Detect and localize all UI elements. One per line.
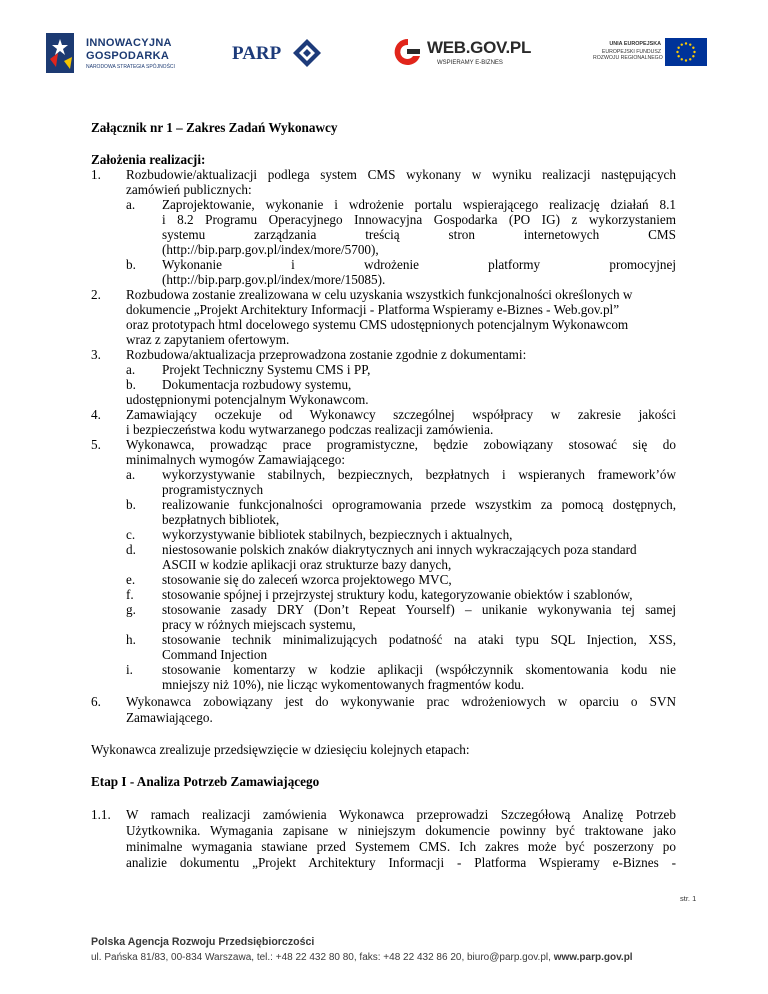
text-line: 4. bbox=[91, 407, 101, 422]
text-line: f. bbox=[126, 587, 134, 602]
text-line: minimalnych wymogów Zamawiającego: bbox=[126, 452, 345, 467]
text-line: b. bbox=[126, 377, 136, 392]
text-line: h. bbox=[126, 632, 136, 647]
webgov-subtitle: WSPIERAMY E-BIZNES bbox=[437, 60, 503, 66]
eu-fund-line: EUROPEJSKI FUNDUSZ bbox=[601, 49, 661, 55]
text-line: analizie dokumentu „Projekt Architektury Informacji - Platforma Wspieramy e-Biznes - bbox=[126, 855, 676, 870]
text-line: i 8.2 Programu Operacyjnego Innowacyjna Gospodarka (PO IG) z wykorzystaniem bbox=[162, 212, 676, 227]
text-line: niestosowanie polskich znaków diakrytycznych ani innych wykraczających poza standard bbox=[162, 542, 637, 557]
ig-star-logo-icon bbox=[46, 33, 74, 73]
text-line: c. bbox=[126, 527, 136, 542]
text-line: Wykonawca, prowadząc prace programistyczne, będzie zobowiązany stosować się do bbox=[126, 437, 676, 452]
text-line: b. bbox=[126, 497, 136, 512]
webgov-title: WEB.GOV.PL bbox=[427, 38, 532, 57]
eu-logo bbox=[593, 38, 718, 74]
text-line: stosowanie zasady DRY (Don’t Repeat Yourself) – unikanie wykonywania tej samej bbox=[162, 602, 676, 617]
footer-contact bbox=[91, 952, 633, 963]
text-line: Zamawiającego. bbox=[126, 710, 213, 725]
ig-subtitle: NARODOWA STRATEGIA SPÓJNOŚCI bbox=[86, 64, 175, 70]
header-logos bbox=[0, 28, 768, 88]
text-line: programistycznych bbox=[162, 482, 264, 497]
text-line: wykorzystywanie bibliotek stabilnych, bezpiecznych i aktualnych, bbox=[162, 527, 513, 542]
text-line: systemu zarządzania treścią stron internetowych CMS bbox=[162, 227, 676, 242]
text-line: Dokumentacja rozbudowy systemu, bbox=[162, 377, 352, 392]
text-line: Projekt Techniczny Systemu CMS i PP, bbox=[162, 362, 371, 377]
text-line: pracy w różnych miejscach systemu, bbox=[162, 617, 356, 632]
text-line: Rozbudowie/aktualizacji podlega system CMS wykonany w wyniku realizacji następujących bbox=[126, 167, 676, 182]
text-line: 3. bbox=[91, 347, 101, 362]
text-line: wraz z zapytaniem ofertowym. bbox=[126, 332, 290, 347]
eu-flag-icon bbox=[665, 38, 707, 66]
parp-text: PARP bbox=[232, 43, 282, 64]
eu-fund-line2: ROZWOJU REGIONALNEGO bbox=[593, 55, 663, 61]
text-line: realizowanie funkcjonalności oprogramowania przede wszystkim za pomocą dostępnych, bbox=[162, 497, 676, 512]
text-line: Wykonanie i wdrożenie platformy promocyjnej bbox=[162, 257, 676, 272]
text-line: 5. bbox=[91, 437, 101, 452]
text-line: stosowanie się do zaleceń wzorca projektowego MVC, bbox=[162, 572, 452, 587]
text-line: zamówień publicznych: bbox=[126, 182, 252, 197]
text-line: bezpłatnych bibliotek, bbox=[162, 512, 280, 527]
text-line: (http://bip.parp.gov.pl/index/more/5700), bbox=[162, 242, 379, 257]
text-line: ASCII w kodzie aplikacji oraz strukturze bazy danych, bbox=[162, 557, 452, 572]
text-line: oraz prototypach html docelowego systemu CMS udostępnionych potencjalnym Wykonawcom bbox=[126, 317, 629, 332]
text-line: e. bbox=[126, 572, 136, 587]
text-line: b. bbox=[126, 257, 136, 272]
text-line: Zamawiający oczekuje od Wykonawcy szczególnej współpracy w zakresie jakości bbox=[126, 407, 676, 422]
webgov-mark-icon bbox=[393, 36, 423, 68]
text-line: minimalne wymagania stawiane przed Systemem CMS. Ich zakres może być poszerzony po bbox=[126, 839, 676, 854]
text-line: 1.1. bbox=[91, 807, 111, 822]
text-line: dokumencie „Projekt Architektury Informacji - Platforma Wspieramy e-Biznes - Web.gov.pl” bbox=[126, 302, 620, 317]
text-line: Zaprojektowanie, wykonanie i wdrożenie portalu wspierającego realizację działań 8.1 bbox=[162, 197, 676, 212]
text-line: 2. bbox=[91, 287, 101, 302]
text-line: Rozbudowa zostanie zrealizowana w celu uzyskania wszystkich funkcjonalności określonych w bbox=[126, 287, 633, 302]
footer-organization: Polska Agencja Rozwoju Przedsiębiorczości bbox=[91, 936, 315, 948]
text-line: 1. bbox=[91, 167, 101, 182]
webgov-logo bbox=[393, 36, 563, 78]
text-line: stosowanie spójnej i przejrzystej struktury kodu, kategoryzowanie obiektów i szablonów, bbox=[162, 587, 633, 602]
text-line: Założenia realizacji: bbox=[91, 152, 206, 167]
text-line: Wykonawca zrealizuje przedsięwzięcie w dziesięciu kolejnych etapach: bbox=[91, 742, 470, 757]
text-line: udostępnionymi potencjalnym Wykonawcom. bbox=[126, 392, 369, 407]
text-line: Wykonawca zobowiązany jest do wykonywanie prac wdrożeniowych w oparciu o SVN bbox=[126, 694, 676, 709]
text-line: Etap I - Analiza Potrzeb Zamawiającego bbox=[91, 774, 320, 789]
text-line: W ramach realizacji zamówienia Wykonawca przeprowadzi Szczegółową Analizę Potrzeb bbox=[126, 807, 676, 822]
text-line: g. bbox=[126, 602, 136, 617]
text-line: a. bbox=[126, 467, 136, 482]
text-line: stosowanie komentarzy w kodzie aplikacji (współczynnik skomentowania kodu nie bbox=[162, 662, 676, 677]
text-line: i bezpieczeństwa kodu wytwarzanego podczas realizacji zamówienia. bbox=[126, 422, 494, 437]
ig-title-line2: GOSPODARKA bbox=[86, 50, 170, 62]
text-line: a. bbox=[126, 362, 136, 377]
ig-title-line1: INNOWACYJNA bbox=[86, 37, 172, 49]
text-line: i. bbox=[126, 662, 133, 677]
text-line: stosowanie technik minimalizujących podatność na ataki typu SQL Injection, XSS, bbox=[162, 632, 676, 647]
text-line: 6. bbox=[91, 694, 101, 709]
text-line: (http://bip.parp.gov.pl/index/more/15085). bbox=[162, 272, 386, 287]
footer-website-link[interactable]: www.parp.gov.pl bbox=[553, 952, 633, 963]
text-line: d. bbox=[126, 542, 136, 557]
eu-title: UNIA EUROPEJSKA bbox=[609, 41, 661, 47]
text-line: Użytkownika. Wymagania zapisane w niniejszym dokumencie powinny być traktowane jako bbox=[126, 823, 676, 838]
text-line: Załącznik nr 1 – Zakres Zadań Wykonawcy bbox=[91, 120, 338, 135]
text-line: Command Injection bbox=[162, 647, 268, 662]
innowacyjna-gospodarka-logo bbox=[46, 33, 196, 78]
text-line: a. bbox=[126, 197, 136, 212]
parp-logo bbox=[232, 38, 332, 72]
text-line: Rozbudowa/aktualizacja przeprowadzona zostanie zgodnie z dokumentami: bbox=[126, 347, 527, 362]
footer-address: ul. Pańska 81/83, 00-834 Warszawa, tel.: +48 22 432 80 80, faks: +48 22 432 86 20, biuro@parp.gov.pl, bbox=[91, 952, 554, 963]
parp-emblem-icon bbox=[292, 38, 322, 68]
text-line: wykorzystywanie stabilnych, bezpiecznych, bezpłatnych i wspieranych framework’ów bbox=[162, 467, 676, 482]
text-line: mniejszy niż 10%), nie licząc wykomentowanych fragmentów kodu. bbox=[162, 677, 525, 692]
page-number: str. 1 bbox=[680, 894, 697, 903]
